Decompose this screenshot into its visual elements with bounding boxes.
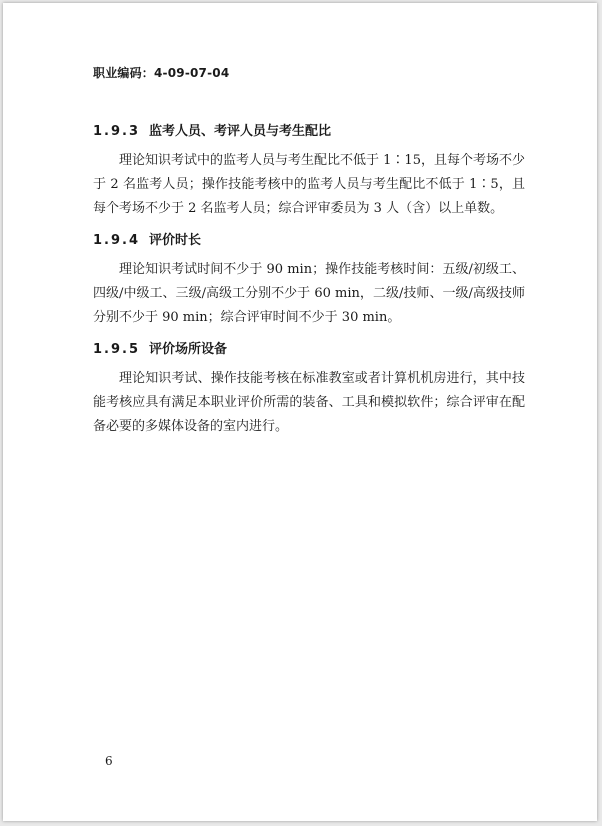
section-title: 监考人员、考评人员与考生配比 xyxy=(149,124,332,139)
section-title: 评价时长 xyxy=(149,233,202,248)
section-1-9-3 xyxy=(93,121,525,221)
section-number: 1.9.3 xyxy=(93,124,141,139)
section-paragraph: 理论知识考试、操作技能考核在标准教室或者计算机机房进行，其中技能考核应具有满足本职业评价所需的装备、工具和模拟软件；综合评审在配备必要的多媒体设备的室内进行。 xyxy=(93,371,525,434)
section-number: 1.9.4 xyxy=(93,233,141,248)
page-number: 6 xyxy=(105,754,113,768)
document-body xyxy=(93,121,525,448)
section-paragraph: 理论知识考试中的监考人员与考生配比不低于 1∶15，且每个考场不少于 2 名监考人员；操作技能考核中的监考人员与考生配比不低于 1∶5，且每个考场不少于 2 名监考人员；综合评审委员为 3 人（含）以上单数。 xyxy=(93,153,525,216)
section-title: 评价场所设备 xyxy=(149,342,228,357)
section-heading xyxy=(93,339,525,361)
section-1-9-5 xyxy=(93,339,525,439)
document-page xyxy=(3,3,597,821)
occupation-code: 职业编码：4-09-07-04 xyxy=(93,66,230,80)
section-heading xyxy=(93,121,525,143)
section-heading xyxy=(93,230,525,252)
section-paragraph: 理论知识考试时间不少于 90 min；操作技能考核时间：五级/初级工、四级/中级工、三级/高级工分别不少于 60 min，二级/技师、一级/高级技师分别不少于 90 min；综合评审时间不少于 30 min。 xyxy=(93,262,525,325)
section-number: 1.9.5 xyxy=(93,342,141,357)
section-1-9-4 xyxy=(93,230,525,330)
